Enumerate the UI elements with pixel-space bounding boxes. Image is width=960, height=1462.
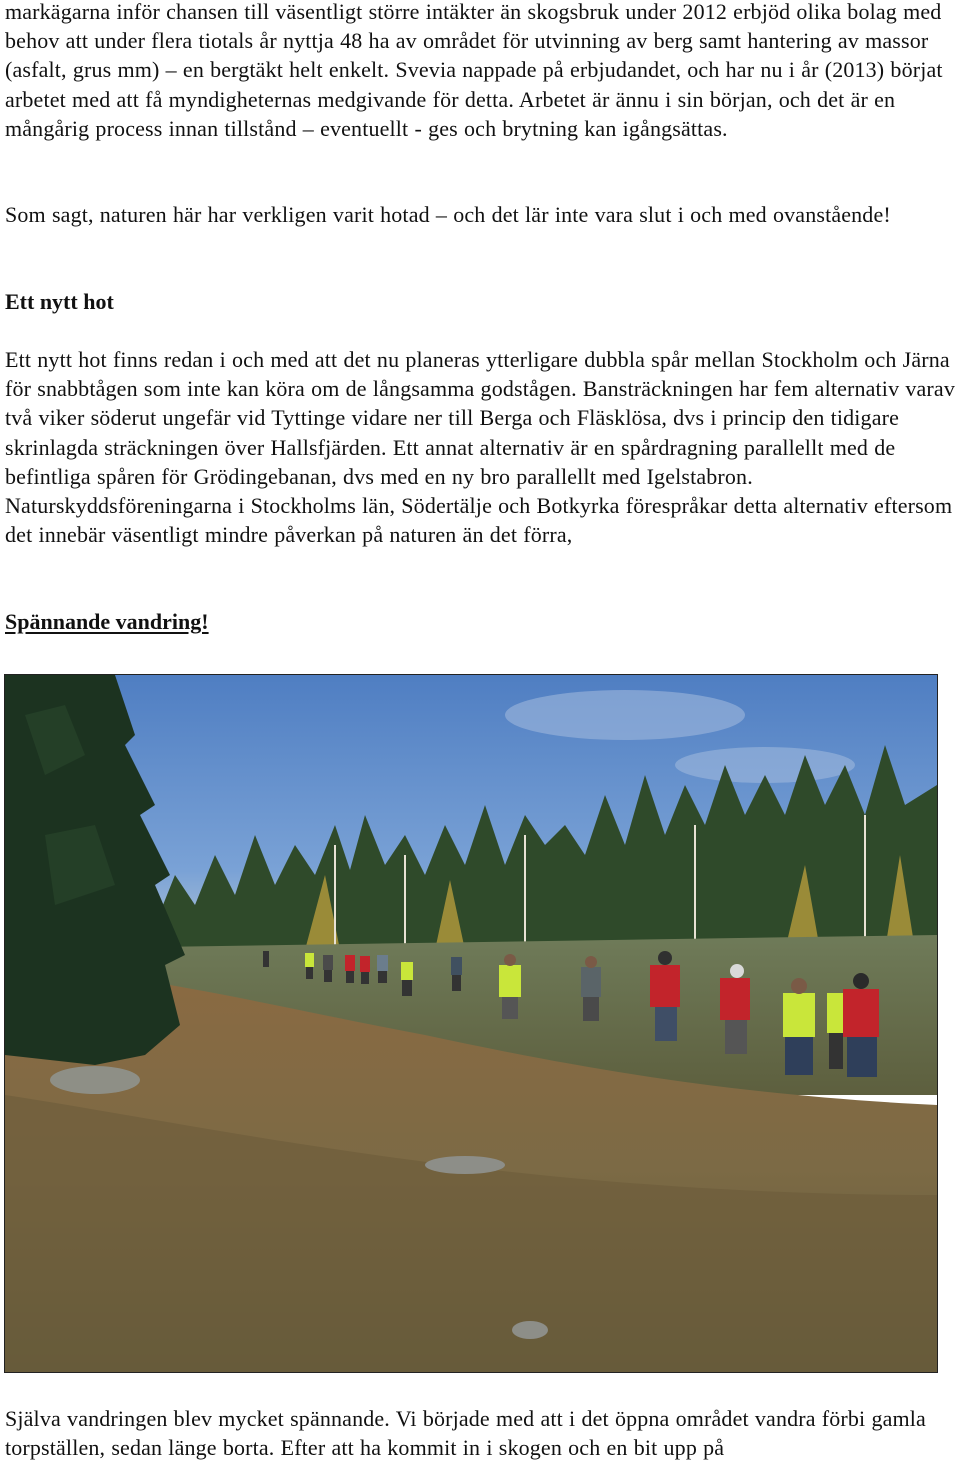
heading-new-threat: Ett nytt hot bbox=[5, 289, 114, 314]
heading-exciting-hike: Spännande vandring! bbox=[5, 609, 209, 634]
paragraph-hike-start: Själva vandringen blev mycket spännande. Vi började med att i det öppna området vandra förbi gamla torpställen, sedan länge borta. Efter att ha kommit in i skogen och en bit upp på bbox=[5, 1406, 926, 1461]
rock bbox=[425, 1156, 505, 1174]
hiking-group-photo bbox=[4, 674, 938, 1373]
paragraph-quarry: markägarna inför chansen till väsentligt större intäkter än skogsbruk under 2012 erbjöd olika bolag med behov att under flera tiotals år nyttja 48 ha av området för utvinning av berg samt hantering av massor (asfalt, grus mm) – en bergtäkt helt enkelt. Svevia nappade på erbjudandet, och har nu i år (2013) börjat arbetet med att få myndigheternas medgivande för detta. Arbetet är ännu i sin början, och det är en mångårig process innan tillstånd – eventuellt - ges och brytning kan igångsättas. bbox=[5, 0, 943, 141]
rock bbox=[512, 1321, 548, 1339]
rock bbox=[50, 1066, 140, 1094]
paragraph-railway: Ett nytt hot finns redan i och med att det nu planeras ytterligare dubbla spår mellan Stockholm och Järna för snabbtågen som inte kan köra om de långsamma godstågen. Bansträckningen har fem alternativ varav två viker söderut ungefär vid Tyttinge vidare ner till Berga och Fläsklösa, dvs i princip den tidigare skrinlagda sträckningen över Hallsfjärden. Ett annat alternativ är en spårdragning parallellt med de befintliga spåren för Grödingebanan, dvs med en ny bro parallellt med Igelstabron. Naturskyddsföreningarna i Stockholms län, Södertälje och Botkyrka förespråkar detta alternativ eftersom det innebär väsentligt mindre påverkan på naturen än det förra, bbox=[5, 347, 955, 548]
paragraph-threatened-nature: Som sagt, naturen här har verkligen varit hotad – och det lär inte vara slut i och med ovanstående! bbox=[5, 202, 891, 227]
